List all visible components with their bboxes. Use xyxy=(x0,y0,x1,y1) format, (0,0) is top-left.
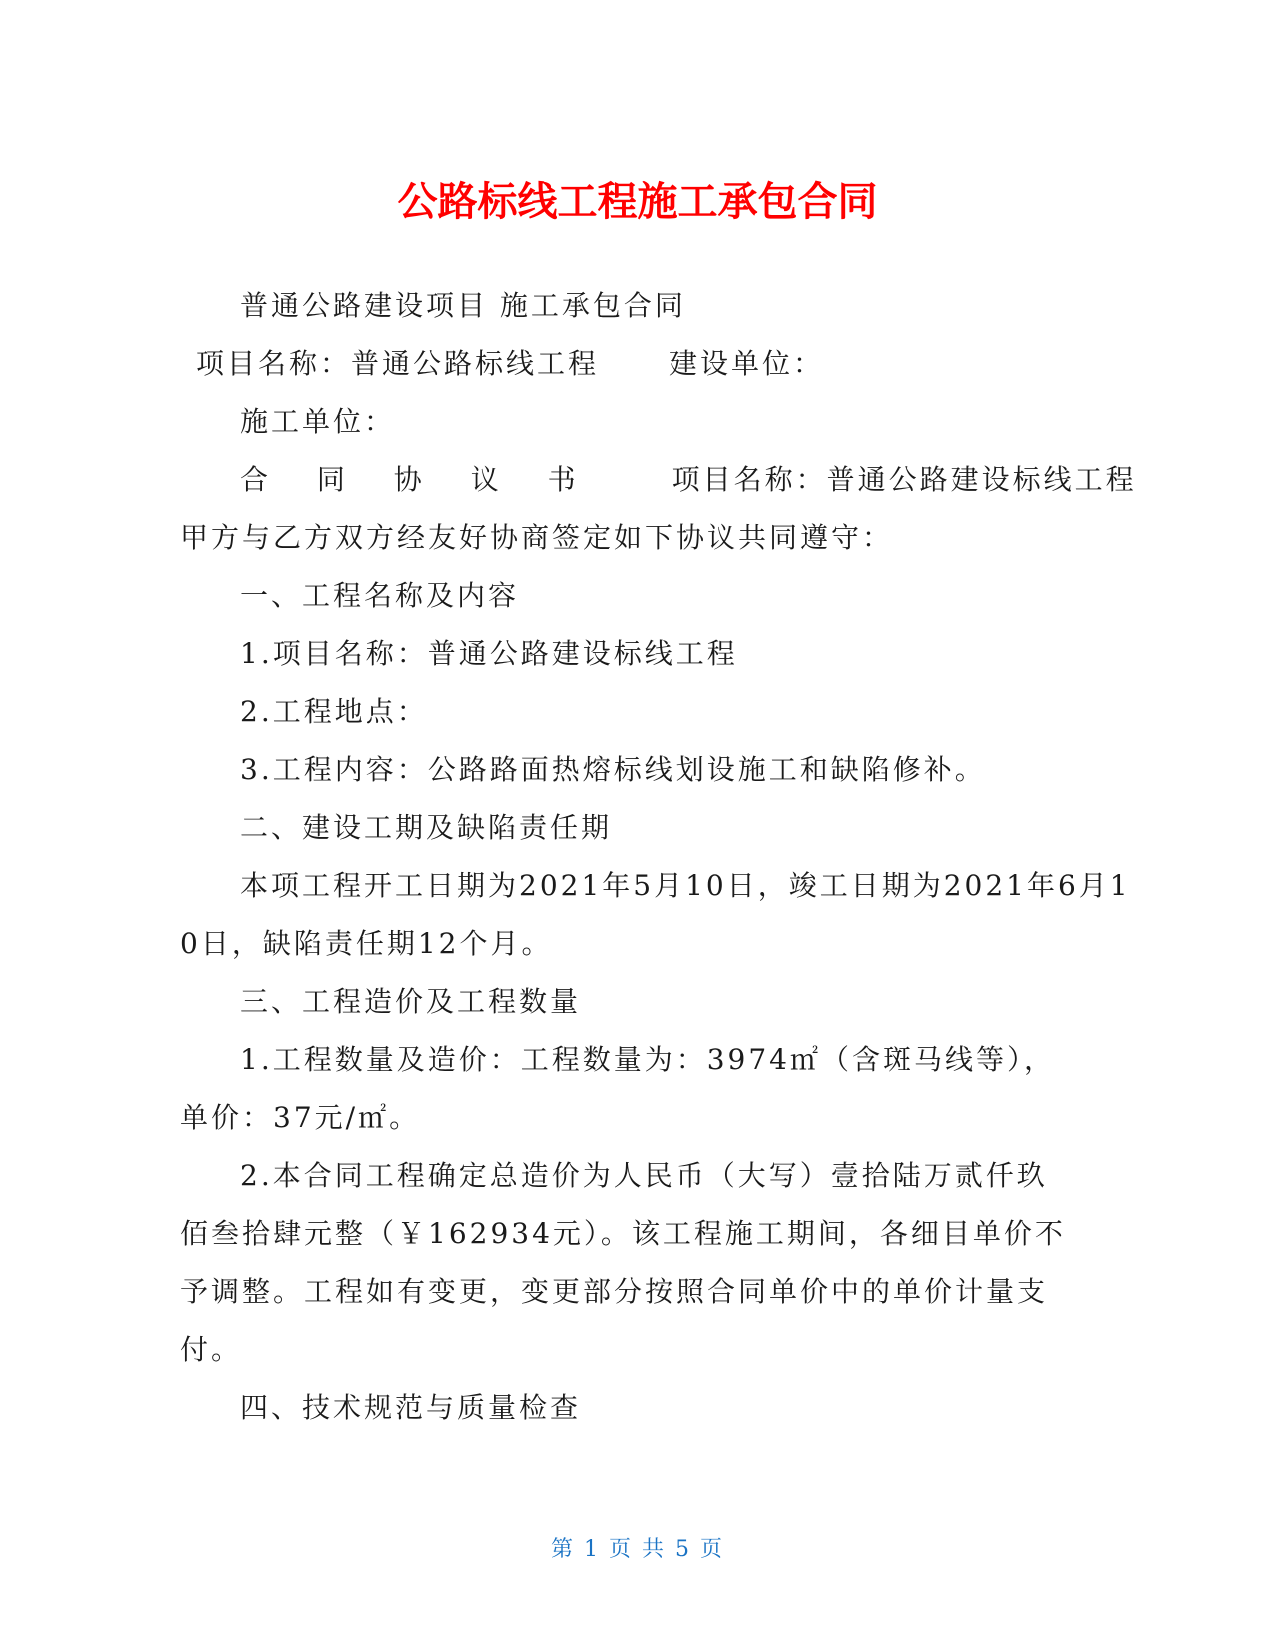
section-3-p2-line-2: 佰叁拾肆元整（￥162934元）。该工程施工期间，各细目单价不 xyxy=(180,1217,1066,1250)
section-1-item-3: 3.工程内容：公路路面热熔标线划设施工和缺陷修补。 xyxy=(240,753,986,786)
agreement-project-name: 项目名称：普通公路建设标线工程 xyxy=(671,463,1137,496)
contractor-label: 施工单位： xyxy=(240,405,396,438)
intro-paragraph: 甲方与乙方双方经友好协商签定如下协议共同遵守： xyxy=(180,521,894,554)
project-client-row xyxy=(196,346,824,382)
contract-subtitle: 普通公路建设项目 施工承包合同 xyxy=(240,289,686,322)
section-2-text-line-2: 0日，缺陷责任期12个月。 xyxy=(180,927,553,960)
section-3-p2-line-3: 予调整。工程如有变更，变更部分按照合同单价中的单价计量支 xyxy=(180,1275,1049,1308)
agreement-row xyxy=(240,462,1137,498)
section-3-heading: 三、工程造价及工程数量 xyxy=(240,985,582,1018)
section-3-p1-line-1: 1.工程数量及造价：工程数量为：3974㎡（含斑马线等）， xyxy=(240,1043,1055,1076)
agreement-heading: 合 同 协 议 书 xyxy=(240,463,596,496)
client-label: 建设单位： xyxy=(669,347,825,380)
section-3-p1-line-2: 单价：37元/㎡。 xyxy=(180,1101,421,1134)
section-3-p2-line-4: 付。 xyxy=(180,1333,243,1366)
section-1-item-2: 2.工程地点： xyxy=(240,695,428,728)
section-3-p2-line-1: 2.本合同工程确定总造价为人民币（大写）壹拾陆万贰仟玖 xyxy=(240,1159,1048,1192)
section-2-heading: 二、建设工期及缺陷责任期 xyxy=(240,811,613,844)
project-name-label: 项目名称：普通公路标线工程 xyxy=(196,347,600,380)
section-2-text-line-1: 本项工程开工日期为2021年5月10日，竣工日期为2021年6月1 xyxy=(240,869,1131,902)
document-title: 公路标线工程施工承包合同 xyxy=(397,179,878,225)
section-4-heading: 四、技术规范与质量检查 xyxy=(240,1391,582,1424)
section-1-item-1: 1.项目名称：普通公路建设标线工程 xyxy=(240,637,738,670)
section-1-heading: 一、工程名称及内容 xyxy=(240,579,520,612)
page-indicator: 第 1 页 共 5 页 xyxy=(551,1537,724,1562)
